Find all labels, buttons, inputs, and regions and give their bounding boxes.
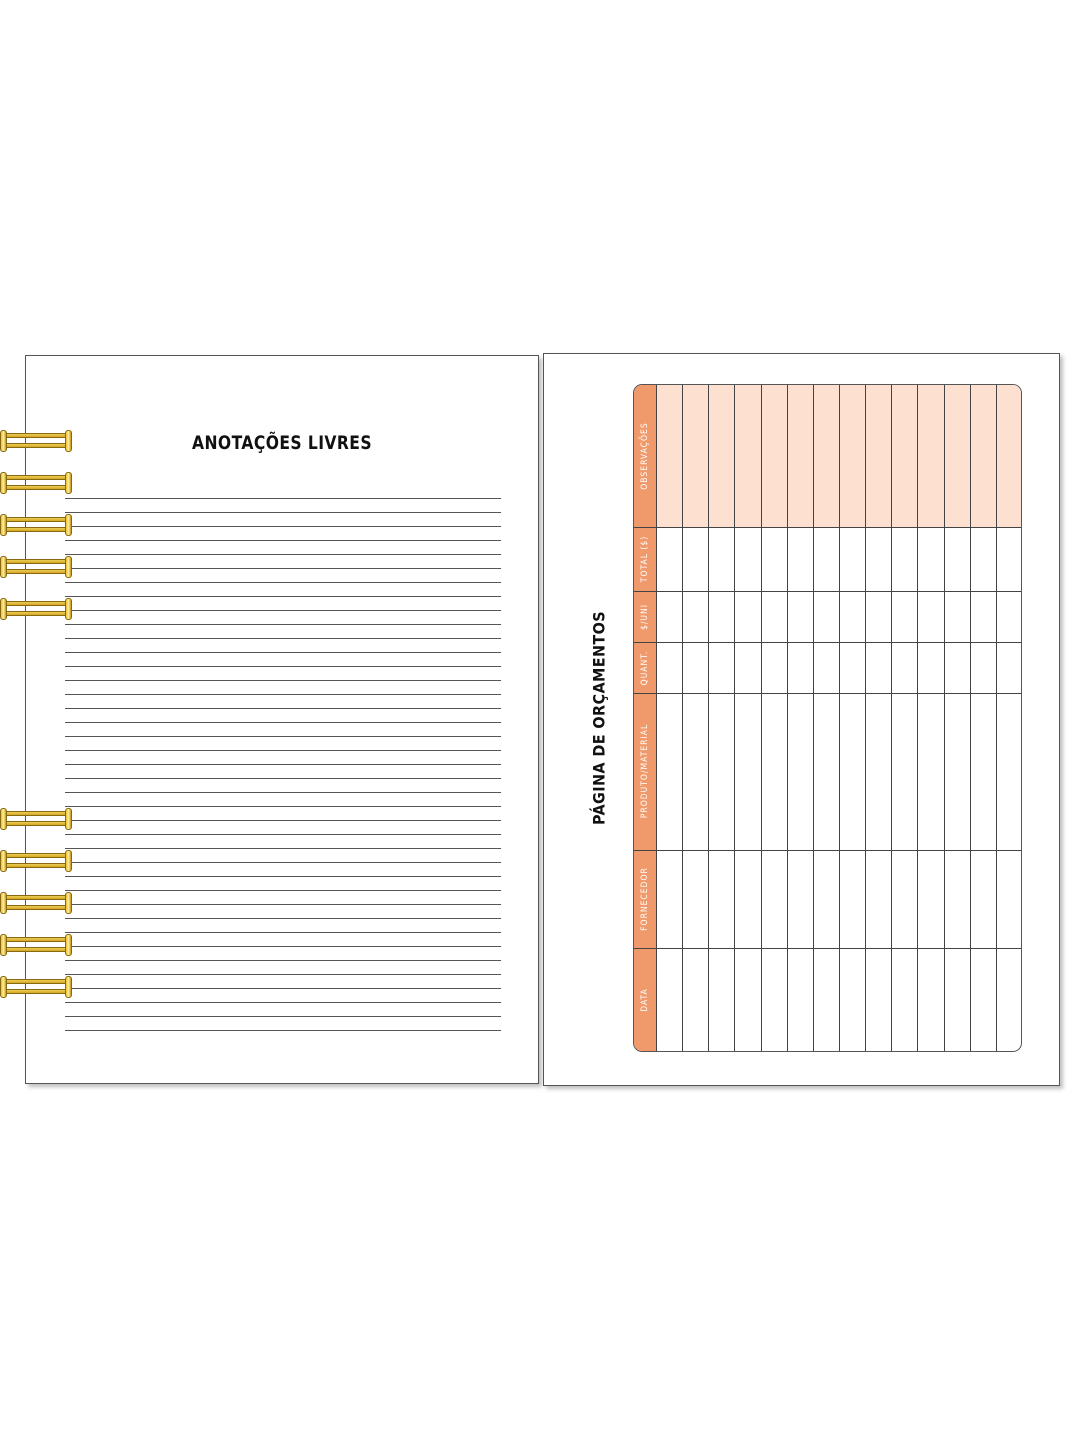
table-row-line (787, 385, 788, 1051)
ruled-line (65, 652, 501, 653)
table-row-line (682, 385, 683, 1051)
binding-ring (0, 472, 72, 494)
ruled-line (65, 974, 501, 975)
column-divider (634, 527, 1021, 528)
table-row-line (891, 385, 892, 1051)
ruled-line (65, 638, 501, 639)
ruled-line (65, 750, 501, 751)
header-observacoes: OBSERVAÇÕES (640, 422, 650, 490)
ruled-line (65, 498, 501, 499)
ruled-line (65, 876, 501, 877)
binding-ring (0, 976, 72, 998)
table-row-line (917, 385, 918, 1051)
binding-ring (0, 934, 72, 956)
column-divider (634, 642, 1021, 643)
ruled-line (65, 932, 501, 933)
table-row-line (813, 385, 814, 1051)
binding-ring (0, 514, 72, 536)
ruled-line (65, 680, 501, 681)
header-unit-price: $/UNI (640, 603, 650, 631)
ruled-line (65, 820, 501, 821)
header-quantity: QUANT. (640, 650, 650, 686)
ruled-line (65, 764, 501, 765)
ruled-line (65, 960, 501, 961)
binding-ring (0, 598, 72, 620)
ruled-line (65, 988, 501, 989)
header-supplier: FORNECEDOR (640, 867, 650, 931)
header-date: DATA (640, 988, 650, 1012)
ruled-line (65, 946, 501, 947)
table-row-line (708, 385, 709, 1051)
ruled-line (65, 568, 501, 569)
ruled-line (65, 624, 501, 625)
table-row-line (839, 385, 840, 1051)
ruled-line (65, 554, 501, 555)
binding-ring (0, 430, 72, 452)
ruled-line (65, 596, 501, 597)
ruled-line (65, 582, 501, 583)
ruled-line (65, 540, 501, 541)
ruled-line (65, 890, 501, 891)
ruled-line (65, 778, 501, 779)
table-row-line (656, 385, 657, 1051)
table-row-line (865, 385, 866, 1051)
header-total: TOTAL ($) (640, 535, 650, 583)
ruled-line (65, 848, 501, 849)
ruled-line (65, 512, 501, 513)
table-row-line (944, 385, 945, 1051)
column-divider (634, 591, 1021, 592)
table-row-line (970, 385, 971, 1051)
table-row-line (996, 385, 997, 1051)
table-row-line (761, 385, 762, 1051)
left-notebook-page (25, 355, 539, 1084)
ruled-line (65, 526, 501, 527)
binding-ring (0, 808, 72, 830)
binding-ring (0, 892, 72, 914)
ruled-line (65, 736, 501, 737)
budget-page-title: PÁGINA DE ORÇAMENTOS (589, 610, 609, 826)
binding-ring (0, 850, 72, 872)
ruled-line (65, 708, 501, 709)
ruled-line (65, 904, 501, 905)
ruled-line (65, 694, 501, 695)
ruled-line (65, 834, 501, 835)
ruled-line (65, 722, 501, 723)
ruled-line (65, 1002, 501, 1003)
ruled-line (65, 918, 501, 919)
ruled-line (65, 1030, 501, 1031)
ruled-line (65, 806, 501, 807)
column-divider (634, 693, 1021, 694)
header-product: PRODUTO/MATERIAL (640, 723, 650, 819)
binding-ring (0, 556, 72, 578)
column-divider (634, 948, 1021, 949)
ruled-line (65, 792, 501, 793)
ruled-line (65, 1016, 501, 1017)
notes-page-title: ANOTAÇÕES LIVRES (192, 432, 372, 454)
ruled-line (65, 862, 501, 863)
ruled-line (65, 610, 501, 611)
column-divider (634, 850, 1021, 851)
table-row-line (734, 385, 735, 1051)
budget-table (633, 384, 1022, 1052)
ruled-line (65, 666, 501, 667)
